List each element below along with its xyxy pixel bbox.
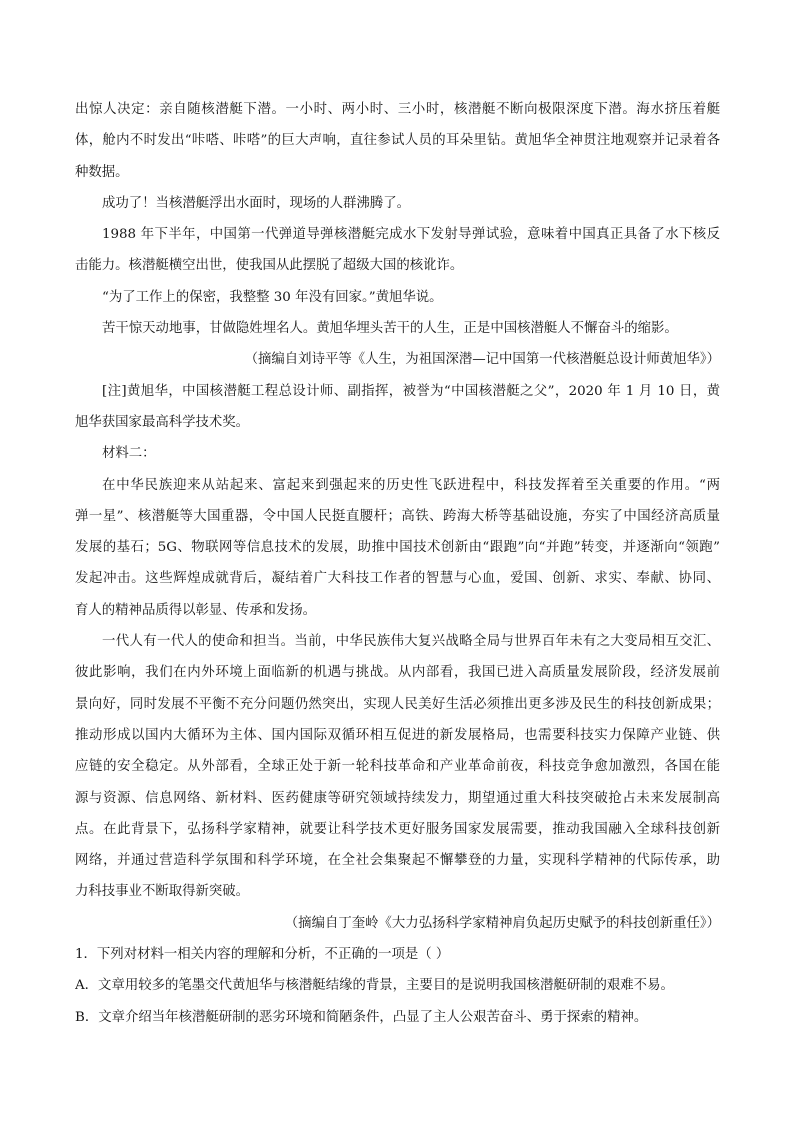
option-b: B．文章介绍当年核潜艇研制的恶劣环境和简陋条件，凸显了主人公艰苦奋斗、勇于探索的精神。 — [75, 1009, 648, 1025]
material-one-section — [75, 94, 720, 438]
source-citation: （摘编自刘诗平等《人生，为祖国深潜—记中国第一代核潜艇总设计师黄旭华》） — [244, 352, 720, 368]
text-line: 苦干惊天动地事，甘做隐姓埋名人。黄旭华埋头苦干的人生，正是中国核潜艇人不懈奋斗的缩影。 — [102, 321, 678, 337]
text-line: 发起冲击。这些辉煌成就背后，凝结着广大科技工作者的智慧与心血，爱国、创新、求实、奉献、协同、 — [75, 571, 720, 587]
question-block — [75, 939, 720, 1033]
text-line: “为了工作上的保密，我整整 30 年没有回家。”黄旭华说。 — [102, 289, 443, 305]
text-line: 1988 年下半年，中国第一代弹道导弹核潜艇完成水下发射导弹试验，意味着中国真正具备了水下核反 — [102, 227, 720, 243]
text-line: 点。在此背景下，弘扬科学家精神，就要让科学技术更好服务国家发展需要，推动我国融入全球科技创新 — [75, 821, 720, 837]
paragraph — [75, 94, 720, 188]
text-line: 网络，并通过营造科学氛围和科学环境，在全社会集聚起不懈攀登的力量，实现科学精神的代际传承，助 — [75, 853, 720, 869]
text-line: 出惊人决定：亲自随核潜艇下潜。一小时、两小时、三小时，核潜艇不断向极限深度下潜。海水挤压着艇 — [75, 102, 720, 117]
text-line: 力科技事业不断取得新突破。 — [75, 884, 250, 900]
text-line: 应链的安全稳定。从外部看，全球正处于新一轮科技革命和产业革命前夜，科技竞争愈加激烈，各国在能 — [75, 759, 720, 775]
paragraph — [75, 188, 720, 219]
paragraph — [75, 282, 720, 313]
text-line: 发展的基石；5G、物联网等信息技术的发展，助推中国技术创新由“跟跑”向“并跑”转变，并逐渐向“领跑” — [75, 540, 720, 556]
text-line: [注]黄旭华，中国核潜艇工程总设计师、副指挥，被誉为“中国核潜艇之父”，2020 年 1 月 10 日，黄 — [102, 383, 720, 399]
text-line: 击能力。核潜艇横空出世，使我国从此摆脱了超级大国的核讹诈。 — [75, 258, 464, 274]
document-page — [75, 94, 720, 1033]
text-line: 体，舱内不时发出“咔嗒、咔嗒”的巨大声响，直往参试人员的耳朵里钻。黄旭华全神贯注地观察并记录着各 — [75, 133, 720, 149]
text-line: 成功了！当核潜艇浮出水面时，现场的人群沸腾了。 — [102, 195, 410, 211]
text-line: 在中华民族迎来从站起来、富起来到强起来的历史性飞跃进程中，科技发挥着至关重要的作用。“两 — [102, 477, 720, 493]
text-line: 推动形成以国内大循环为主体、国内国际双循环相互促进的新发展格局，也需要科技实力保障产业链、供 — [75, 727, 720, 743]
paragraph — [75, 219, 720, 282]
material-two-section — [75, 438, 720, 939]
paragraph — [75, 313, 720, 344]
text-line: 旭华获国家最高科学技术奖。 — [75, 414, 250, 430]
section-heading: 材料二： — [102, 446, 156, 462]
text-line: 彼此影响，我们在内外环境上面临新的机遇与挑战。从内部看，我国已进入高质量发展阶段，经济发展前 — [75, 665, 720, 681]
paragraph — [75, 626, 720, 908]
paragraph — [75, 470, 720, 626]
text-line: 种数据。 — [75, 164, 129, 180]
text-line: 一代人有一代人的使命和担当。当前，中华民族伟大复兴战略全局与世界百年未有之大变局相互交汇、 — [102, 634, 720, 650]
question-stem: 1．下列对材料一相关内容的理解和分析，不正确的一项是（ ） — [75, 947, 450, 963]
footnote — [75, 376, 720, 439]
text-line: 弹一星”、核潜艇等大国重器，令中国人民挺直腰杆；高铁、跨海大桥等基础设施，夯实了中国经济高质量 — [75, 508, 720, 524]
source-citation: （摘编自丁奎岭《大力弘扬科学家精神肩负起历史赋予的科技创新重任》） — [284, 915, 720, 931]
text-line: 育人的精神品质得以彰显、传承和发扬。 — [75, 602, 317, 618]
text-line: 景向好，同时发展不平衡不充分问题仍然突出，实现人民美好生活必须推出更多涉及民生的科技创新成果； — [75, 696, 720, 712]
option-a: A．文章用较多的笔墨交代黄旭华与核潜艇结缘的背景，主要目的是说明我国核潜艇研制的艰难不易。 — [75, 978, 674, 994]
text-line: 源与资源、信息网络、新材料、医药健康等研究领域持续发力，期望通过重大科技突破抢占未来发展制高 — [75, 790, 720, 806]
